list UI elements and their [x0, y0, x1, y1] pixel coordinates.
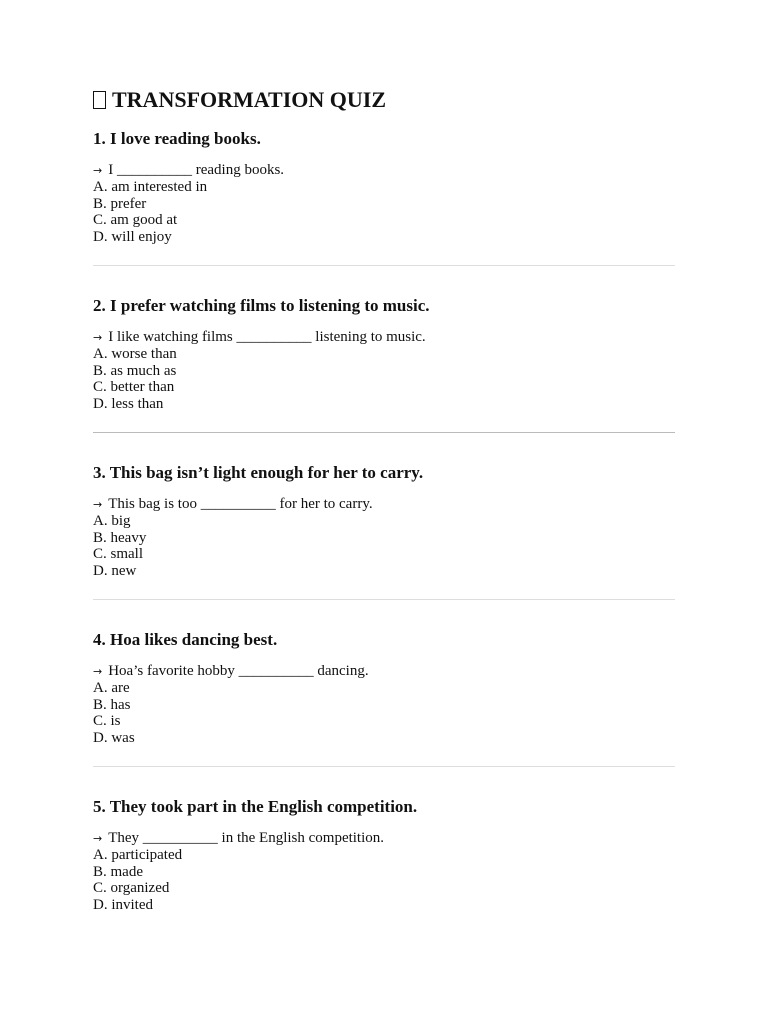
missing-glyph-box-icon: [93, 91, 106, 109]
prompt-line: [93, 329, 675, 346]
option-d: D. less than: [93, 396, 164, 413]
option-a: A. participated: [93, 846, 183, 863]
prompt-line: [93, 162, 675, 179]
divider: [93, 432, 675, 433]
question-5: [93, 796, 675, 914]
option-b: B. prefer: [93, 195, 147, 212]
divider: [93, 265, 675, 266]
prompt-text: I __________ reading books.: [108, 162, 285, 178]
question-body: [93, 830, 675, 914]
right-arrow-icon: →: [93, 664, 103, 678]
prompt-line: [93, 496, 675, 513]
right-arrow-icon: →: [93, 497, 103, 511]
question-heading: 1. I love reading books.: [93, 129, 261, 148]
option-a: A. big: [93, 512, 131, 529]
prompt-text: I like watching films __________ listening to music.: [108, 328, 426, 345]
prompt-line: [93, 663, 675, 680]
question-body: [93, 162, 675, 246]
question-body: [93, 329, 675, 413]
divider: [93, 599, 675, 600]
question-2: [93, 295, 675, 413]
quiz-page: [93, 86, 675, 914]
option-c: C. small: [93, 546, 144, 563]
prompt-text: This bag is too __________ for her to carry.: [108, 495, 373, 512]
option-b: B. heavy: [93, 529, 147, 546]
option-d: D. will enjoy: [93, 229, 172, 246]
option-b: B. made: [93, 863, 143, 880]
divider: [93, 766, 675, 767]
prompt-text: Hoa’s favorite hobby __________ dancing.: [108, 662, 369, 679]
option-b: B. has: [93, 696, 131, 713]
right-arrow-icon: →: [93, 831, 103, 845]
option-d: D. invited: [93, 897, 153, 914]
question-heading: 5. They took part in the English competition.: [93, 796, 418, 816]
right-arrow-icon: →: [93, 164, 103, 177]
page-title-text: TRANSFORMATION QUIZ: [112, 87, 387, 112]
prompt-line: [93, 830, 675, 847]
question-heading: 2. I prefer watching films to listening to music.: [93, 295, 430, 315]
option-a: A. am interested in: [93, 178, 208, 195]
option-c: C. organized: [93, 880, 170, 897]
question-body: [93, 496, 675, 580]
question-heading: 4. Hoa likes dancing best.: [93, 629, 278, 649]
option-c: C. is: [93, 713, 121, 730]
option-a: A. worse than: [93, 345, 177, 362]
question-4: [93, 629, 675, 747]
question-1: [93, 128, 675, 246]
option-a: A. are: [93, 679, 130, 696]
page-title: [93, 86, 675, 114]
prompt-text: They __________ in the English competition.: [108, 829, 385, 846]
option-c: C. am good at: [93, 212, 178, 229]
question-heading: 3. This bag isn’t light enough for her to carry.: [93, 462, 424, 482]
right-arrow-icon: →: [93, 330, 103, 344]
option-c: C. better than: [93, 379, 175, 396]
question-body: [93, 663, 675, 747]
option-d: D. new: [93, 563, 137, 580]
option-b: B. as much as: [93, 362, 177, 379]
question-3: [93, 462, 675, 580]
option-d: D. was: [93, 730, 135, 747]
